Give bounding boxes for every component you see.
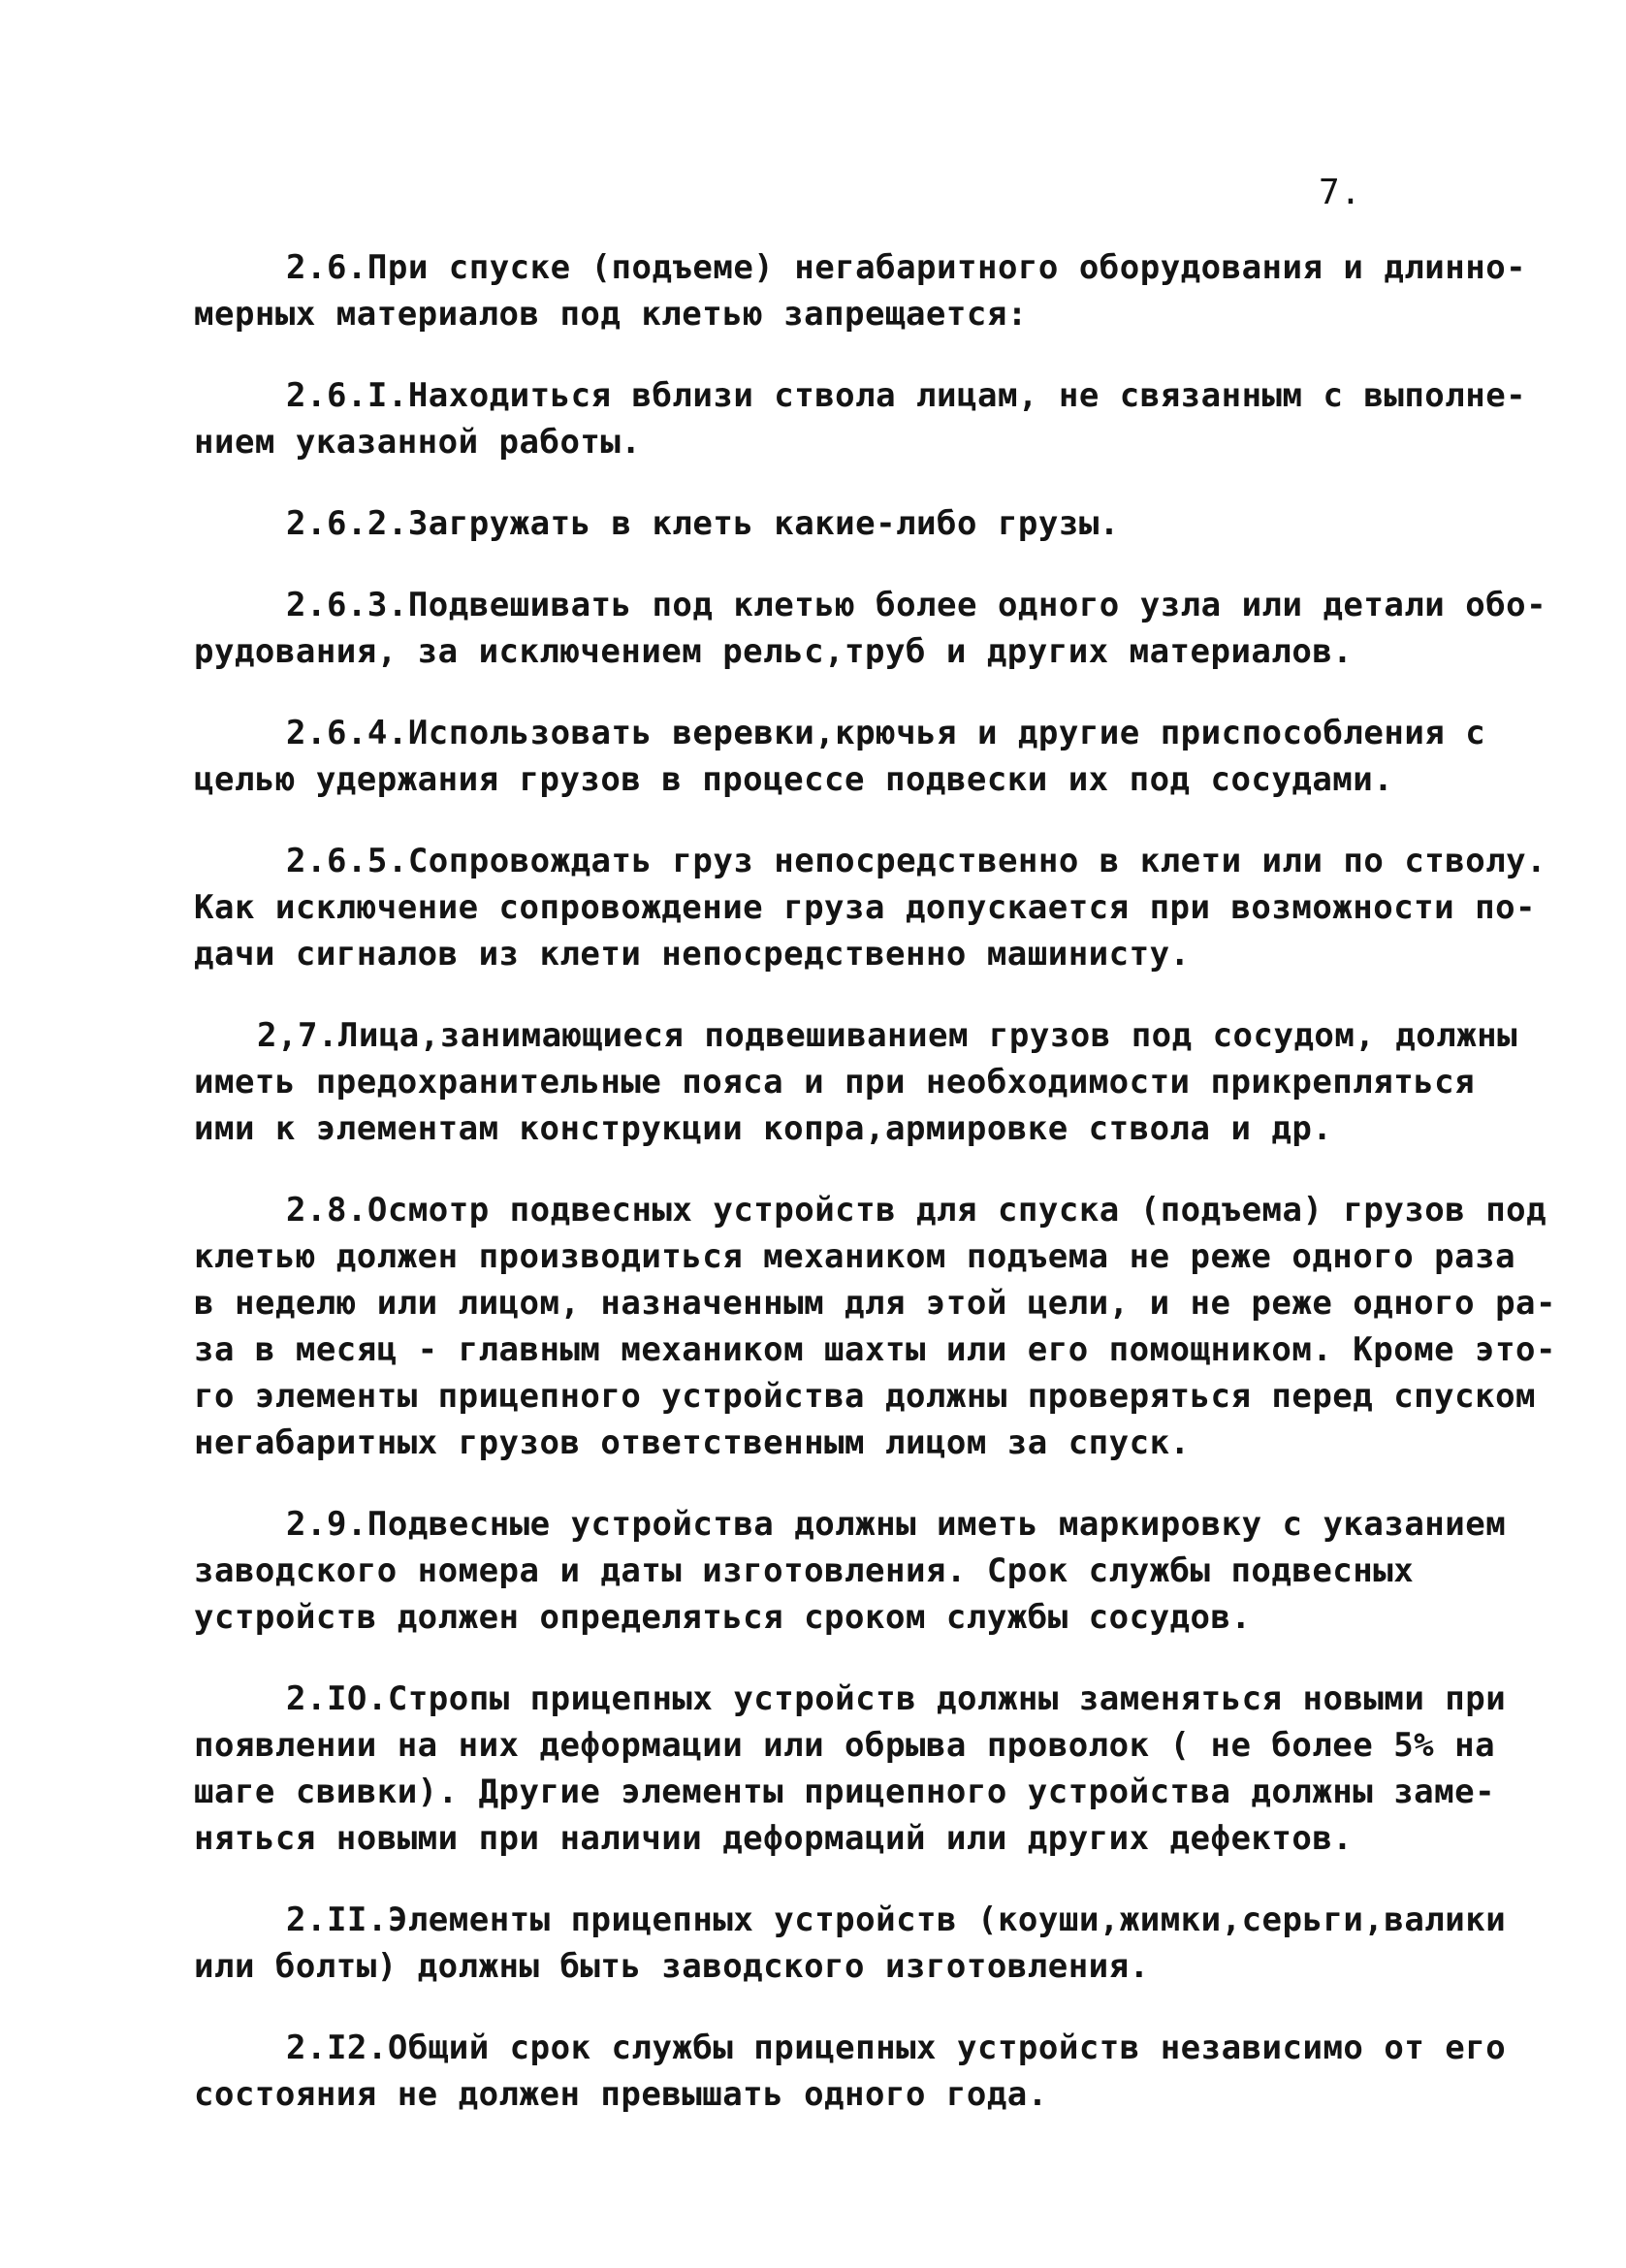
paragraph-line: няться новыми при наличии деформаций или других дефектов. xyxy=(194,1819,1354,1858)
paragraph-2-8 xyxy=(194,1187,1556,1466)
paragraph-2-6-2 xyxy=(194,500,1435,547)
paragraph-line: или болты) должны быть заводского изготовления. xyxy=(194,1947,1150,1986)
document-body xyxy=(194,244,1556,2153)
paragraph-2-6-4 xyxy=(194,710,1486,803)
paragraph-line: шаге свивки). Другие элементы прицепного устройства должны заме- xyxy=(194,1773,1496,1811)
paragraph-line: устройств должен определяться сроком службы сосудов. xyxy=(194,1598,1252,1637)
paragraph-line: 2.6.I.Находиться вблизи ствола лицам, не связанным с выполне- xyxy=(286,376,1527,415)
paragraph-2-6-5 xyxy=(194,838,1547,977)
paragraph-line: 2.8.Осмотр подвесных устройств для спуска (подъема) грузов под xyxy=(286,1191,1547,1230)
paragraph-2-10 xyxy=(194,1676,1507,1862)
paragraph-2-6-3 xyxy=(194,582,1547,675)
paragraph-line: негабаритных грузов ответственным лицом за спуск. xyxy=(194,1423,1191,1462)
paragraph-line: нием указанной работы. xyxy=(194,423,642,462)
paragraph-line: за в месяц - главным механиком шахты или его помощником. Кроме это- xyxy=(194,1330,1556,1369)
paragraph-line: ими к элементам конструкции копра,армировке ствола и др. xyxy=(194,1109,1333,1148)
paragraph-2-12 xyxy=(194,2025,1507,2118)
paragraph-line: 2.II.Элементы прицепных устройств (коуши,жимки,серьги,валики xyxy=(286,1901,1507,1939)
paragraph-2-6-1 xyxy=(194,372,1527,465)
paragraph-2-7 xyxy=(194,1012,1518,1152)
paragraph-line: 2.I2.Общий срок службы прицепных устройств независимо от его xyxy=(286,2028,1507,2067)
paragraph-line: 2,7.Лица,занимающиеся подвешиванием грузов под сосудом, должны xyxy=(257,1016,1518,1055)
paragraph-line: 2.6.При спуске (подъеме) негабаритного оборудования и длинно- xyxy=(286,248,1527,287)
paragraph-line: дачи сигналов из клети непосредственно машинисту. xyxy=(194,935,1191,974)
paragraph-line: заводского номера и даты изготовления. Срок службы подвесных xyxy=(194,1551,1415,1590)
paragraph-line: целью удержания грузов в процессе подвески их под сосудами. xyxy=(194,760,1394,799)
paragraph-line: иметь предохранительные пояса и при необходимости прикрепляться xyxy=(194,1063,1476,1102)
paragraph-line: го элементы прицепного устройства должны проверяться перед спуском xyxy=(194,1377,1537,1416)
paragraph-line: 2.6.2.Загружать в клеть какие-либо грузы. xyxy=(286,504,1120,543)
paragraph-line: Как исключение сопровождение груза допускается при возможности по- xyxy=(194,888,1537,927)
paragraph-line: 2.6.5.Сопровождать груз непосредственно в клети или по стволу. xyxy=(286,842,1547,880)
paragraph-2-9 xyxy=(194,1501,1507,1641)
paragraph-line: мерных материалов под клетью запрещается: xyxy=(194,295,1028,334)
paragraph-line: в неделю или лицом, назначенным для этой цели, и не реже одного ра- xyxy=(194,1284,1556,1323)
paragraph-line: 2.9.Подвесные устройства должны иметь маркировку с указанием xyxy=(286,1505,1507,1544)
paragraph-line: клетью должен производиться механиком подъема не реже одного раза xyxy=(194,1237,1516,1276)
paragraph-line: 2.6.3.Подвешивать под клетью более одного узла или детали обо- xyxy=(286,586,1547,624)
page-number: 7. xyxy=(1319,173,1362,212)
paragraph-2-11 xyxy=(194,1897,1507,1990)
paragraph-line: состояния не должен превышать одного года. xyxy=(194,2075,1048,2114)
paragraph-line: появлении на них деформации или обрыва проволок ( не более 5% на xyxy=(194,1726,1496,1765)
paragraph-line: 2.IO.Стропы прицепных устройств должны заменяться новыми при xyxy=(286,1679,1507,1718)
paragraph-2-6 xyxy=(194,244,1527,337)
paragraph-line: 2.6.4.Использовать веревки,крючья и другие приспособления с xyxy=(286,714,1486,752)
paragraph-line: рудования, за исключением рельс,труб и других материалов. xyxy=(194,632,1354,671)
